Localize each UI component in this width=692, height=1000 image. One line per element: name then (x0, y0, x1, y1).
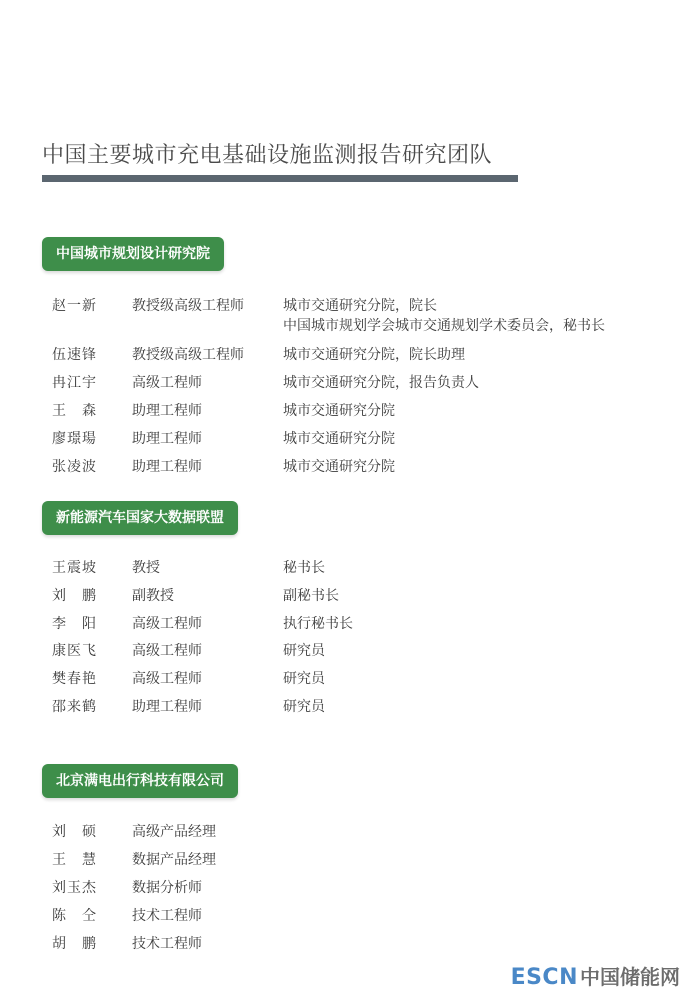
member-dept-line: 城市交通研究分院，院长 (283, 298, 437, 314)
member-name: 胡 鹏 (52, 936, 97, 952)
member-dept (283, 296, 683, 336)
member-dept (283, 401, 683, 421)
member-rank: 高级工程师 (132, 643, 202, 659)
member-dept-line: 研究员 (283, 643, 325, 659)
member-name: 王震坡 (52, 560, 97, 576)
member-dept (283, 373, 683, 393)
member-name: 康医飞 (52, 643, 97, 659)
member-dept-line: 城市交通研究分院，院长助理 (283, 347, 465, 363)
member-dept (283, 429, 683, 449)
member-dept-line: 中国城市规划学会城市交通规划学术委员会，秘书长 (283, 318, 605, 334)
member-dept-line: 秘书长 (283, 560, 325, 576)
member-dept (283, 697, 683, 717)
member-dept (283, 669, 683, 689)
member-name: 刘玉杰 (52, 880, 97, 896)
member-rank: 副教授 (132, 588, 174, 604)
member-rank: 高级工程师 (132, 671, 202, 687)
section-header-mandian: 北京满电出行科技有限公司 (42, 764, 238, 798)
member-dept-line: 城市交通研究分院，报告负责人 (283, 375, 479, 391)
member-rank: 技术工程师 (132, 936, 202, 952)
member-dept (283, 586, 683, 606)
section-header-nev-alliance: 新能源汽车国家大数据联盟 (42, 501, 238, 535)
member-name: 刘 硕 (52, 824, 97, 840)
member-name: 廖璟瑒 (52, 431, 97, 447)
member-rank: 教授 (132, 560, 160, 576)
member-dept-line: 研究员 (283, 699, 325, 715)
member-rank: 高级工程师 (132, 616, 202, 632)
member-rank: 教授级高级工程师 (132, 298, 244, 314)
member-rank: 助理工程师 (132, 699, 202, 715)
member-name: 王 慧 (52, 852, 97, 868)
member-rank: 数据产品经理 (132, 852, 216, 868)
member-name: 冉江宇 (52, 375, 97, 391)
member-dept-line: 执行秘书长 (283, 616, 353, 632)
watermark-cn: 中国储能网 (580, 965, 680, 989)
member-name: 赵一新 (52, 298, 97, 314)
member-rank: 数据分析师 (132, 880, 202, 896)
member-name: 李 阳 (52, 616, 97, 632)
title-underline (42, 175, 518, 182)
page-title: 中国主要城市充电基础设施监测报告研究团队 (42, 143, 493, 168)
member-dept-line: 研究员 (283, 671, 325, 687)
member-dept (283, 614, 683, 634)
member-dept-line: 城市交通研究分院 (283, 459, 395, 475)
member-rank: 高级工程师 (132, 375, 202, 391)
member-rank: 助理工程师 (132, 403, 202, 419)
member-dept (283, 641, 683, 661)
member-name: 王 森 (52, 403, 97, 419)
member-rank: 高级产品经理 (132, 824, 216, 840)
member-rank: 助理工程师 (132, 459, 202, 475)
watermark-en: ESCN (510, 965, 578, 990)
member-dept (283, 457, 683, 477)
member-name: 邵来鹤 (52, 699, 97, 715)
member-dept (283, 345, 683, 365)
member-name: 张凌波 (52, 459, 97, 475)
member-name: 伍速锋 (52, 347, 97, 363)
member-name: 刘 鹏 (52, 588, 97, 604)
member-rank: 教授级高级工程师 (132, 347, 244, 363)
escn-watermark-logo (511, 961, 680, 990)
section-header-caupd: 中国城市规划设计研究院 (42, 237, 224, 271)
member-dept (283, 558, 683, 578)
member-rank: 技术工程师 (132, 908, 202, 924)
member-name: 樊春艳 (52, 671, 97, 687)
member-dept-line: 副秘书长 (283, 588, 339, 604)
member-name: 陈 仝 (52, 908, 97, 924)
member-dept-line: 城市交通研究分院 (283, 431, 395, 447)
member-rank: 助理工程师 (132, 431, 202, 447)
member-dept-line: 城市交通研究分院 (283, 403, 395, 419)
